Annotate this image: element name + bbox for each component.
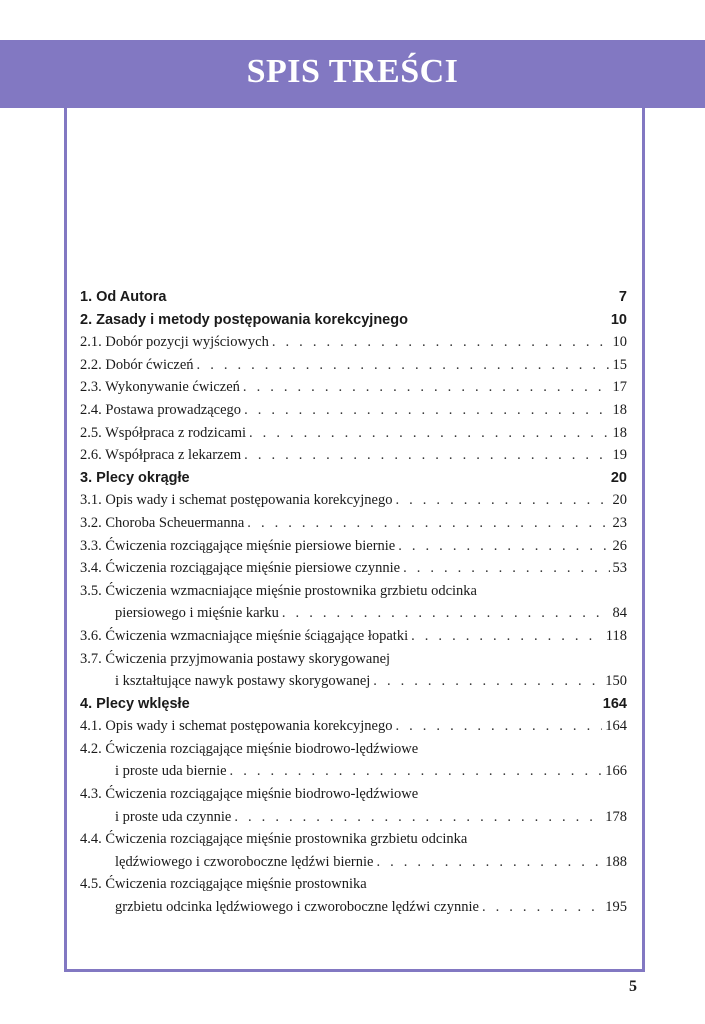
toc-entry-title: 3.1. Opis wady i schemat postępowania korekcyjnego — [80, 492, 393, 509]
toc-entry-page: 164 — [605, 718, 627, 735]
toc-entry[interactable] — [80, 444, 627, 467]
toc-entry-title: 2.6. Współpraca z lekarzem — [80, 447, 242, 464]
toc-entry-title: 3.3. Ćwiczenia rozciągające mięśnie piersiowe biernie — [80, 537, 396, 554]
dot-leader — [373, 670, 602, 693]
toc-entry-title: 3.7. Ćwiczenia przyjmowania postawy skorygowanej — [80, 650, 391, 667]
toc-entry[interactable] — [80, 557, 627, 580]
dot-leader — [234, 806, 602, 829]
toc-entry-title: 3.4. Ćwiczenia rozciągające mięśnie piersiowe czynnie — [80, 560, 401, 577]
toc-entry-title: 4.5. Ćwiczenia rozciągające mięśnie prostownika — [80, 876, 367, 893]
toc-entry-title: i proste uda biernie — [115, 763, 227, 780]
toc-entry-page: 164 — [602, 695, 627, 712]
dot-leader — [272, 331, 610, 354]
dot-leader — [395, 715, 602, 738]
toc-entry-continuation[interactable] — [80, 851, 627, 874]
toc-entry-continuation[interactable] — [80, 896, 627, 919]
dot-leader — [395, 489, 609, 512]
toc-entry-line[interactable] — [80, 873, 627, 896]
toc-entry-page: 20 — [610, 469, 627, 486]
toc-entry[interactable] — [80, 715, 627, 738]
toc-entry-title: 4.1. Opis wady i schemat postępowania korekcyjnego — [80, 718, 393, 735]
toc-entry-page: 7 — [618, 289, 627, 305]
toc-entry-line[interactable] — [80, 783, 627, 806]
toc-entry[interactable] — [80, 376, 627, 399]
toc-entry-page: 166 — [605, 763, 627, 780]
toc-entry[interactable] — [80, 331, 627, 354]
toc-entry-title: 2.2. Dobór ćwiczeń — [80, 356, 194, 373]
toc-entry[interactable] — [80, 422, 627, 445]
toc-entry-title: 2.4. Postawa prowadzącego — [80, 401, 242, 418]
toc-entry[interactable] — [80, 489, 627, 512]
toc-entry[interactable] — [80, 399, 627, 422]
toc-entry-title: 3.2. Choroba Scheuermanna — [80, 514, 245, 531]
toc-entry-title: 4.3. Ćwiczenia rozciągające mięśnie biodrowo-lędźwiowe — [80, 786, 419, 803]
table-of-contents — [80, 286, 627, 919]
dot-leader — [247, 512, 609, 535]
toc-entry-continuation[interactable] — [80, 806, 627, 829]
toc-entry-page: 118 — [605, 627, 627, 644]
dot-leader — [244, 444, 609, 467]
toc-entry-page: 10 — [612, 334, 627, 351]
toc-entry[interactable] — [80, 535, 627, 558]
toc-entry-title: 3.5. Ćwiczenia wzmacniające mięśnie prostownika grzbietu odcinka — [80, 582, 477, 599]
toc-entry-page: 18 — [612, 424, 627, 441]
toc-entry-page: 178 — [605, 808, 627, 825]
toc-entry-page: 10 — [610, 311, 627, 328]
dot-leader — [244, 399, 609, 422]
toc-chapter[interactable] — [80, 309, 627, 332]
dot-leader — [230, 760, 603, 783]
toc-entry-title: 4. Plecy wklęsłe — [80, 695, 190, 712]
toc-entry-title: 4.4. Ćwiczenia rozciągające mięśnie prostownika grzbietu odcinka — [80, 831, 468, 848]
toc-entry-title: 2.3. Wykonywanie ćwiczeń — [80, 379, 240, 396]
toc-entry-title: 1. Od Autora — [80, 289, 167, 305]
toc-chapter[interactable] — [80, 286, 627, 309]
dot-leader — [482, 896, 602, 919]
page-title: SPIS TREŚCI — [246, 53, 459, 90]
dot-leader — [398, 535, 609, 558]
toc-entry-page: 53 — [612, 560, 627, 577]
toc-entry-page: 84 — [612, 605, 627, 622]
toc-entry-title: i proste uda czynnie — [115, 808, 232, 825]
toc-entry-title: 2.1. Dobór pozycji wyjściowych — [80, 334, 269, 351]
toc-entry-line[interactable] — [80, 580, 627, 603]
toc-entry-title: i kształtujące nawyk postawy skorygowanej — [115, 673, 371, 690]
toc-chapter[interactable] — [80, 467, 627, 490]
toc-entry-title: piersiowego i mięśnie karku — [115, 605, 279, 622]
toc-entry-continuation[interactable] — [80, 602, 627, 625]
toc-entry-page: 26 — [612, 537, 627, 554]
toc-entry-title: 3. Plecy okrągłe — [80, 469, 190, 486]
toc-entry-title: 4.2. Ćwiczenia rozciągające mięśnie biodrowo-lędźwiowe — [80, 740, 419, 757]
toc-chapter[interactable] — [80, 693, 627, 716]
toc-entry-line[interactable] — [80, 828, 627, 851]
dot-leader — [249, 422, 609, 445]
page-number: 5 — [629, 978, 637, 995]
toc-entry-page: 195 — [605, 899, 627, 916]
dot-leader — [376, 851, 602, 874]
toc-entry[interactable] — [80, 512, 627, 535]
toc-entry-continuation[interactable] — [80, 670, 627, 693]
toc-entry[interactable] — [80, 354, 627, 377]
toc-entry-title: 2. Zasady i metody postępowania korekcyjnego — [80, 311, 408, 328]
dot-leader — [403, 557, 609, 580]
toc-entry-title: 3.6. Ćwiczenia wzmacniające mięśnie ściągające łopatki — [80, 627, 409, 644]
toc-entry-page: 188 — [605, 853, 627, 870]
toc-entry-title: grzbietu odcinka lędźwiowego i czworoboczne lędźwi czynnie — [115, 899, 479, 916]
toc-entry-page: 20 — [612, 492, 627, 509]
toc-entry-page: 19 — [612, 447, 627, 464]
dot-leader — [197, 354, 610, 377]
toc-entry-line[interactable] — [80, 738, 627, 761]
toc-entry-title: 2.5. Współpraca z rodzicami — [80, 424, 247, 441]
toc-entry-title: lędźwiowego i czworoboczne lędźwi biernie — [115, 853, 374, 870]
dot-leader — [243, 376, 610, 399]
toc-entry-line[interactable] — [80, 648, 627, 671]
toc-entry-page: 150 — [605, 673, 627, 690]
dot-leader — [282, 602, 610, 625]
toc-entry-page: 17 — [612, 379, 627, 396]
toc-entry[interactable] — [80, 625, 627, 648]
toc-entry-page: 15 — [612, 356, 627, 373]
toc-entry-page: 23 — [612, 514, 627, 531]
dot-leader — [411, 625, 603, 648]
toc-entry-page: 18 — [612, 401, 627, 418]
toc-entry-continuation[interactable] — [80, 760, 627, 783]
